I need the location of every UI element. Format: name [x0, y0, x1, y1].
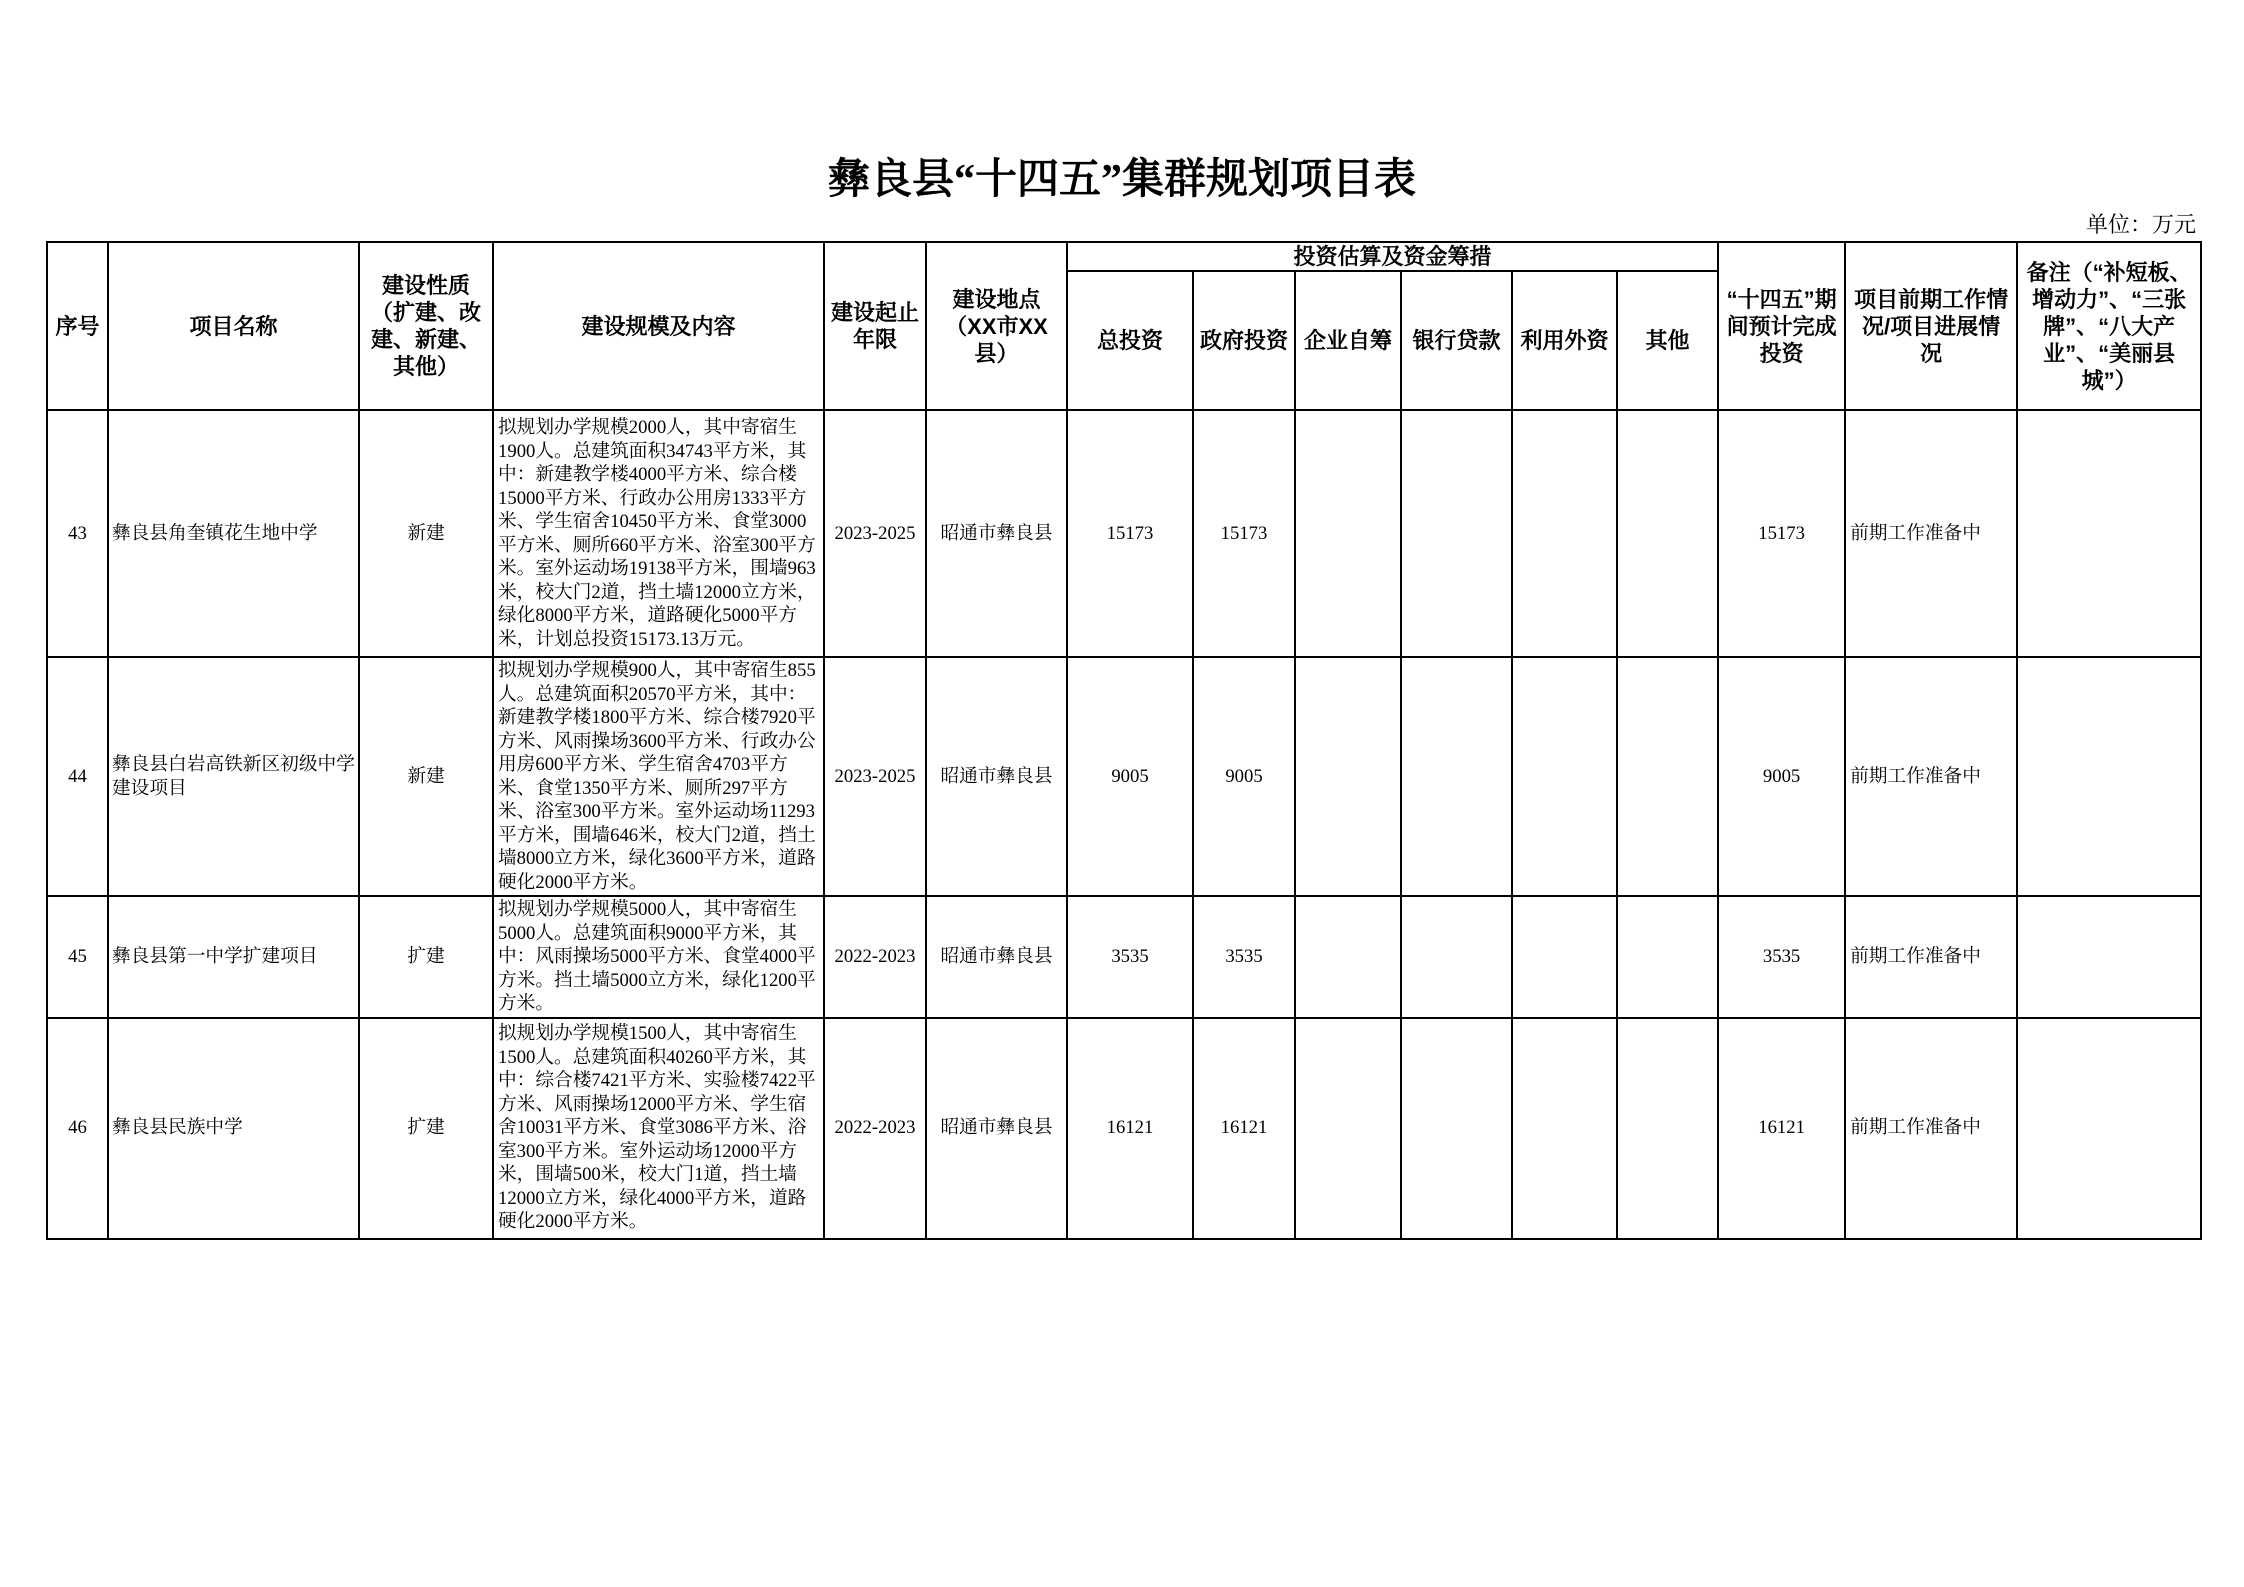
- cell-government-investment: 3535: [1193, 896, 1295, 1018]
- header-investment-group: 投资估算及资金筹措: [1067, 242, 1718, 271]
- cell-bank-loan: [1401, 657, 1512, 896]
- cell-bank-loan: [1401, 410, 1512, 657]
- table-row: [47, 410, 2201, 657]
- header-bank-loan: 银行贷款: [1401, 271, 1512, 410]
- cell-preliminary-work-status: 前期工作准备中: [1845, 410, 2017, 657]
- header-project-name: 项目名称: [108, 242, 359, 410]
- table-row: [47, 657, 2201, 896]
- cell-seq: 43: [47, 410, 108, 657]
- header-government-investment: 政府投资: [1193, 271, 1295, 410]
- cell-construction-period: 2022-2023: [824, 1018, 926, 1239]
- unit-label: 单位：万元: [2085, 212, 2196, 237]
- cell-construction-nature: 新建: [359, 657, 493, 896]
- cell-bank-loan: [1401, 896, 1512, 1018]
- table-row: [47, 896, 2201, 1018]
- project-table: [46, 241, 2202, 1240]
- page-title: 彝良县“十四五”集群规划项目表: [827, 157, 1416, 203]
- cell-foreign-capital: [1512, 410, 1617, 657]
- cell-construction-scale: 拟规划办学规模2000人，其中寄宿生1900人。总建筑面积34743平方米，其中：新建教学楼4000平方米、综合楼15000平方米、行政办公用房1333平方米、学生宿舍10450平方米、食堂3000平方米、厕所660平方米、浴室300平方米。室外运动场19138平方米，围墙963米，校大门2道，挡土墙12000立方米，绿化8000平方米，道路硬化5000平方米，计划总投资15173.13万元。: [493, 410, 824, 657]
- cell-construction-scale: 拟规划办学规模5000人，其中寄宿生5000人。总建筑面积9000平方米，其中：风雨操场5000平方米、食堂4000平方米。挡土墙5000立方米，绿化1200平方米。: [493, 896, 824, 1018]
- cell-plan-period-investment: 3535: [1718, 896, 1845, 1018]
- cell-other: [1617, 657, 1718, 896]
- cell-remarks: [2017, 657, 2201, 896]
- cell-enterprise-self-raised: [1295, 657, 1401, 896]
- table-header: [47, 242, 2201, 410]
- cell-government-investment: 16121: [1193, 1018, 1295, 1239]
- cell-construction-nature: 扩建: [359, 896, 493, 1018]
- cell-enterprise-self-raised: [1295, 896, 1401, 1018]
- cell-government-investment: 9005: [1193, 657, 1295, 896]
- cell-project-name: 彝良县白岩高铁新区初级中学建设项目: [108, 657, 359, 896]
- cell-construction-nature: 扩建: [359, 1018, 493, 1239]
- cell-seq: 45: [47, 896, 108, 1018]
- cell-construction-nature: 新建: [359, 410, 493, 657]
- cell-total-investment: 15173: [1067, 410, 1193, 657]
- cell-project-name: 彝良县第一中学扩建项目: [108, 896, 359, 1018]
- header-construction-scale: 建设规模及内容: [493, 242, 824, 410]
- cell-other: [1617, 896, 1718, 1018]
- table-row: [47, 1018, 2201, 1239]
- cell-construction-location: 昭通市彝良县: [926, 896, 1067, 1018]
- cell-enterprise-self-raised: [1295, 410, 1401, 657]
- header-preliminary-work-status: 项目前期工作情况/项目进展情况: [1845, 242, 2017, 410]
- header-total-investment: 总投资: [1067, 271, 1193, 410]
- cell-construction-period: 2023-2025: [824, 657, 926, 896]
- cell-project-name: 彝良县角奎镇花生地中学: [108, 410, 359, 657]
- header-plan-period-investment: “十四五”期间预计完成投资: [1718, 242, 1845, 410]
- cell-total-investment: 16121: [1067, 1018, 1193, 1239]
- header-foreign-capital: 利用外资: [1512, 271, 1617, 410]
- cell-construction-scale: 拟规划办学规模900人，其中寄宿生855人。总建筑面积20570平方米，其中：新建教学楼1800平方米、综合楼7920平方米、风雨操场3600平方米、行政办公用房600平方米、学生宿舍4703平方米、食堂1350平方米、厕所297平方米、浴室300平方米。室外运动场11293平方米，围墙646米，校大门2道，挡土墙8000立方米，绿化3600平方米，道路硬化2000平方米。: [493, 657, 824, 896]
- cell-total-investment: 9005: [1067, 657, 1193, 896]
- cell-plan-period-investment: 15173: [1718, 410, 1845, 657]
- cell-enterprise-self-raised: [1295, 1018, 1401, 1239]
- cell-preliminary-work-status: 前期工作准备中: [1845, 896, 2017, 1018]
- cell-seq: 46: [47, 1018, 108, 1239]
- cell-plan-period-investment: 9005: [1718, 657, 1845, 896]
- cell-construction-location: 昭通市彝良县: [926, 410, 1067, 657]
- cell-government-investment: 15173: [1193, 410, 1295, 657]
- cell-foreign-capital: [1512, 657, 1617, 896]
- cell-other: [1617, 410, 1718, 657]
- cell-construction-location: 昭通市彝良县: [926, 657, 1067, 896]
- cell-preliminary-work-status: 前期工作准备中: [1845, 1018, 2017, 1239]
- header-other: 其他: [1617, 271, 1718, 410]
- cell-foreign-capital: [1512, 896, 1617, 1018]
- cell-preliminary-work-status: 前期工作准备中: [1845, 657, 2017, 896]
- header-seq: 序号: [47, 242, 108, 410]
- header-construction-period: 建设起止年限: [824, 242, 926, 410]
- cell-construction-period: 2022-2023: [824, 896, 926, 1018]
- header-remarks: 备注（“补短板、增动力”、“三张牌”、“八大产业”、“美丽县城”）: [2017, 242, 2201, 410]
- cell-foreign-capital: [1512, 1018, 1617, 1239]
- cell-remarks: [2017, 1018, 2201, 1239]
- cell-construction-location: 昭通市彝良县: [926, 1018, 1067, 1239]
- cell-construction-scale: 拟规划办学规模1500人，其中寄宿生1500人。总建筑面积40260平方米，其中：综合楼7421平方米、实验楼7422平方米、风雨操场12000平方米、学生宿舍10031平方米、食堂3086平方米、浴室300平方米。室外运动场12000平方米，围墙500米，校大门1道，挡土墙12000立方米，绿化4000平方米，道路硬化2000平方米。: [493, 1018, 824, 1239]
- cell-project-name: 彝良县民族中学: [108, 1018, 359, 1239]
- cell-plan-period-investment: 16121: [1718, 1018, 1845, 1239]
- table-body: [47, 410, 2201, 1239]
- cell-remarks: [2017, 896, 2201, 1018]
- cell-construction-period: 2023-2025: [824, 410, 926, 657]
- header-construction-nature: 建设性质（扩建、改建、新建、其他）: [359, 242, 493, 410]
- cell-other: [1617, 1018, 1718, 1239]
- header-row: [47, 242, 2201, 271]
- cell-total-investment: 3535: [1067, 896, 1193, 1018]
- header-construction-location: 建设地点（XX市XX县）: [926, 242, 1067, 410]
- header-enterprise-self-raised: 企业自筹: [1295, 271, 1401, 410]
- cell-bank-loan: [1401, 1018, 1512, 1239]
- cell-remarks: [2017, 410, 2201, 657]
- cell-seq: 44: [47, 657, 108, 896]
